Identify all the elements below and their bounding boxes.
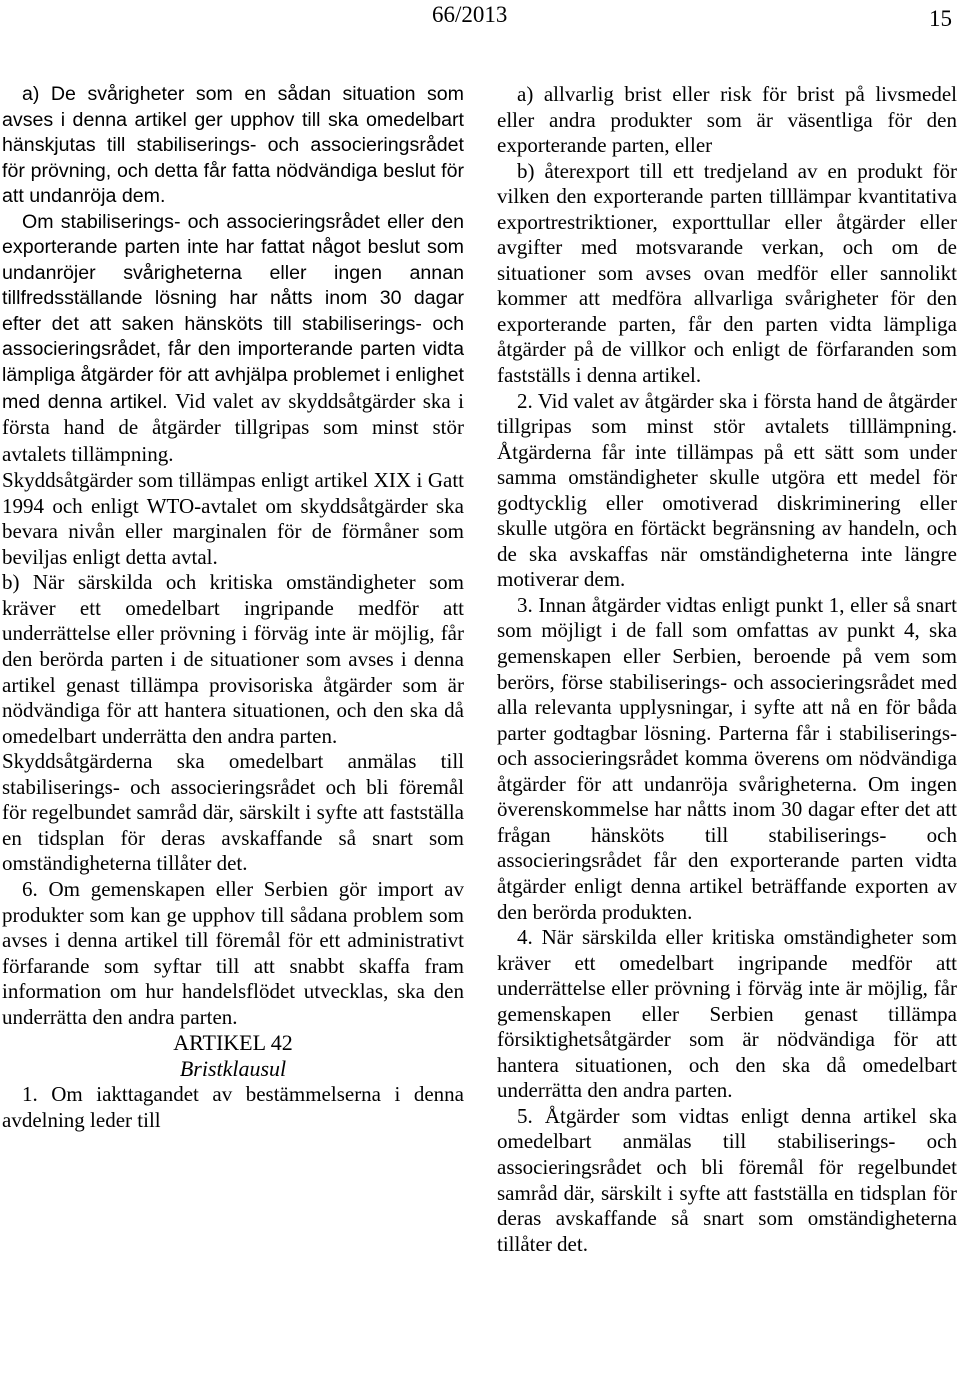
council-no-decision-text: Om stabiliserings- och associeringsrådet eller den exporterande parten inte har fattat något beslut som undanröjer svårigheterna eller ingen annan tillfredsställande lösning har nåtts inom 30 dagar efter det att saken hänsköts till stabiliserings- och associeringsrådet, får den importerande parten vidta lämpliga åtgärder för att avhjälpa problemet i enlighet med denna artikel.	[2, 210, 464, 413]
choice-of-measures-text: Vid valet av skyddsåtgärder ska i första hand de åtgärder tillgripas som minst stör avtalets tillämpning.	[2, 388, 464, 466]
paragraph-council-no-decision	[2, 210, 464, 468]
paragraph-gatt-safeguards: Skyddsåtgärder som tillämpas enligt artikel XIX i Gatt 1994 och enligt WTO-avtalet om skyddsåtgärder ska bevara nivån eller marginalen för de förmåner som beviljas enligt detta avtal.	[2, 468, 464, 569]
paragraph-notification: Skyddsåtgärderna ska omedelbart anmälas till stabiliserings- och associeringsrådet och bli föremål för regelbundet samråd där, särskilt i syfte att fastställa en tidsplan för deras avskaffande så snart som omständigheterna tillåter det.	[2, 749, 464, 876]
paragraph-a-shortage: a) allvarlig brist eller risk för brist på livsmedel eller andra produkter som är väsentliga för den exporterande parten, eller	[497, 82, 957, 158]
paragraph-b-re-export: b) återexport till ett tredjeland av en produkt för vilken den exporterande parten tilllämpar kvantitativa exportrestriktioner, exporttullar eller åtgärder eller avgifter med motsvarande verkan, och om de situationer som avses ovan medför eller sannolikt kommer att medföra allvarliga svårigheter för den exporterande parten, får den parten vidta lämpliga åtgärder på de villkor och enligt de förfaranden som fastställs i denna artikel.	[497, 158, 957, 388]
left-column	[2, 82, 464, 1133]
right-column	[497, 82, 957, 1257]
article-subtitle: Bristklausul	[179, 1056, 287, 1082]
paragraph-a-difficulties: a) De svårigheter som en sådan situation som avses i denna artikel ger upphov till ska omedelbart hänskjutas till stabiliserings- och associeringsrådet för prövning, och detta får fatta nödvändiga beslut för att undanröja dem.	[2, 83, 464, 208]
paragraph-2-choice-of-measures: 2. Vid valet av åtgärder ska i första hand de åtgärder tillgripas som minst stör avtalets tilllämpning. Åtgärderna får inte tillämpas på ett sätt som under samma omständigheter skulle utgöra ett medel för godtycklig eller omotiverad diskriminering eller skulle utgöra en förtäckt begränsning av handeln, och de ska avskaffas när omständigheterna inte längre motiverar dem.	[497, 388, 957, 592]
paragraph-3-prior-information: 3. Innan åtgärder vidtas enligt punkt 1, eller så snart som möjligt i de fall som omfattas av punkt 4, ska gemenskapen eller Serbien, beroende på vem som berörs, förse stabiliserings- och associeringsrådet med alla relevanta upplysningar, i syfte att nå en för båda parter godtagbar lösning. Parterna får i stabiliserings- och associeringsrådet komma överens om nödvändiga åtgärder för att undanröja svårigheterna. Om ingen överenskommelse har nåtts inom 30 dagar efter det att frågan hänsköts till stabiliserings- och associeringsrådet får den exporterande parten vidta åtgärder enligt denna artikel beträffande exporten av den berörda produkten.	[497, 592, 957, 924]
paragraph-6-administrative-procedure: 6. Om gemenskapen eller Serbien gör import av produkter som kan ge upphov till sådana problem som avses i denna artikel till föremål för ett administrativt förfarande som syftar till att snabbt skaffa fram information om hur handelsflödet utvecklas, ska den underrätta den andra parten.	[2, 876, 464, 1029]
paragraph-5-notification: 5. Åtgärder som vidtas enligt denna artikel ska omedelbart anmälas till stabiliserings- och associeringsrådet och bli föremål för regelbundet samråd där, särskilt i syfte att fastställa en tidsplan för deras avskaffande så snart som omständigheterna tillåter det.	[497, 1103, 957, 1256]
page-header	[0, 0, 960, 40]
issue-number: 66/2013	[432, 2, 508, 27]
paragraph-1-shortage-clause: 1. Om iakttagandet av bestämmelserna i denna avdelning leder till	[2, 1082, 464, 1132]
paragraph-b-critical-circumstances: b) När särskilda och kritiska omständigheter som kräver ett omedelbart ingripande medför att underrättelse eller prövning i förväg inte är möjlig, får den berörda parten i de situationer som avses i denna artikel genast tillämpa provisoriska åtgärder som är nödvändiga för att hantera situationen, och den ska då omedelbart underrätta den andra parten.	[2, 570, 464, 748]
page-number: 15	[929, 6, 952, 31]
paragraph-4-precautionary-measures: 4. När särskilda eller kritiska omständigheter som kräver ett omedelbart ingripande medför att underrättelse eller prövning i förväg inte är möjlig, får gemenskapen eller Serbien genast tillämpa försiktighetsåtgärder som är nödvändiga för att hantera situationen, och den ska då omedelbart underrätta den andra parten.	[497, 925, 957, 1103]
article-title: ARTIKEL 42	[173, 1030, 293, 1056]
